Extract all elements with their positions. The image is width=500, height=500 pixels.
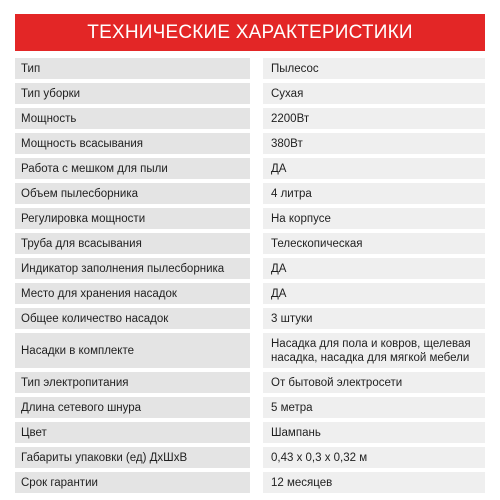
spec-value: 0,43 х 0,3 х 0,32 м [263, 447, 485, 468]
spec-row-cleaning-type [15, 83, 485, 104]
spec-label: Регулировка мощности [15, 208, 250, 229]
spec-label: Труба для всасывания [15, 233, 250, 254]
spec-label: Срок гарантии [15, 472, 250, 493]
spec-row-cord-length [15, 397, 485, 418]
spec-label: Цвет [15, 422, 250, 443]
spec-label: Мощность [15, 108, 250, 129]
spec-value: ДА [263, 283, 485, 304]
spec-label: Тип [15, 58, 250, 79]
spec-label: Работа с мешком для пыли [15, 158, 250, 179]
spec-row-nozzle-storage [15, 283, 485, 304]
spec-row-type [15, 58, 485, 79]
spec-label: Тип уборки [15, 83, 250, 104]
spec-value: 12 месяцев [263, 472, 485, 493]
spec-label: Габариты упаковки (ед) ДхШхВ [15, 447, 250, 468]
spec-value: 3 штуки [263, 308, 485, 329]
spec-label: Место для хранения насадок [15, 283, 250, 304]
spec-row-dust-bag [15, 158, 485, 179]
spec-row-suction-tube [15, 233, 485, 254]
spec-value: ДА [263, 258, 485, 279]
spec-label: Насадки в комплекте [15, 333, 250, 368]
spec-value: От бытовой электросети [263, 372, 485, 393]
spec-value: 5 метра [263, 397, 485, 418]
spec-value: Сухая [263, 83, 485, 104]
spec-row-suction-power [15, 133, 485, 154]
spec-value: Насадка для пола и ковров, щелевая насадка, насадка для мягкой мебели [263, 333, 485, 368]
spec-value: 380Вт [263, 133, 485, 154]
spec-label: Тип электропитания [15, 372, 250, 393]
spec-row-power-supply [15, 372, 485, 393]
spec-row-nozzles-included [15, 333, 485, 368]
spec-row-power-control [15, 208, 485, 229]
spec-value: На корпусе [263, 208, 485, 229]
spec-label: Мощность всасывания [15, 133, 250, 154]
spec-label: Общее количество насадок [15, 308, 250, 329]
spec-label: Длина сетевого шнура [15, 397, 250, 418]
spec-row-fill-indicator [15, 258, 485, 279]
spec-value: Шампань [263, 422, 485, 443]
spec-value: Телескопическая [263, 233, 485, 254]
spec-label: Объем пылесборника [15, 183, 250, 204]
spec-row-warranty [15, 472, 485, 493]
spec-label: Индикатор заполнения пылесборника [15, 258, 250, 279]
spec-row-color [15, 422, 485, 443]
spec-row-dust-volume [15, 183, 485, 204]
specs-title: ТЕХНИЧЕСКИЕ ХАРАКТЕРИСТИКИ [15, 14, 485, 51]
spec-value: 2200Вт [263, 108, 485, 129]
spec-row-power [15, 108, 485, 129]
specs-table [15, 58, 485, 497]
spec-value: 4 литра [263, 183, 485, 204]
spec-row-package-dimensions [15, 447, 485, 468]
spec-row-nozzle-count [15, 308, 485, 329]
spec-value: Пылесос [263, 58, 485, 79]
spec-value: ДА [263, 158, 485, 179]
